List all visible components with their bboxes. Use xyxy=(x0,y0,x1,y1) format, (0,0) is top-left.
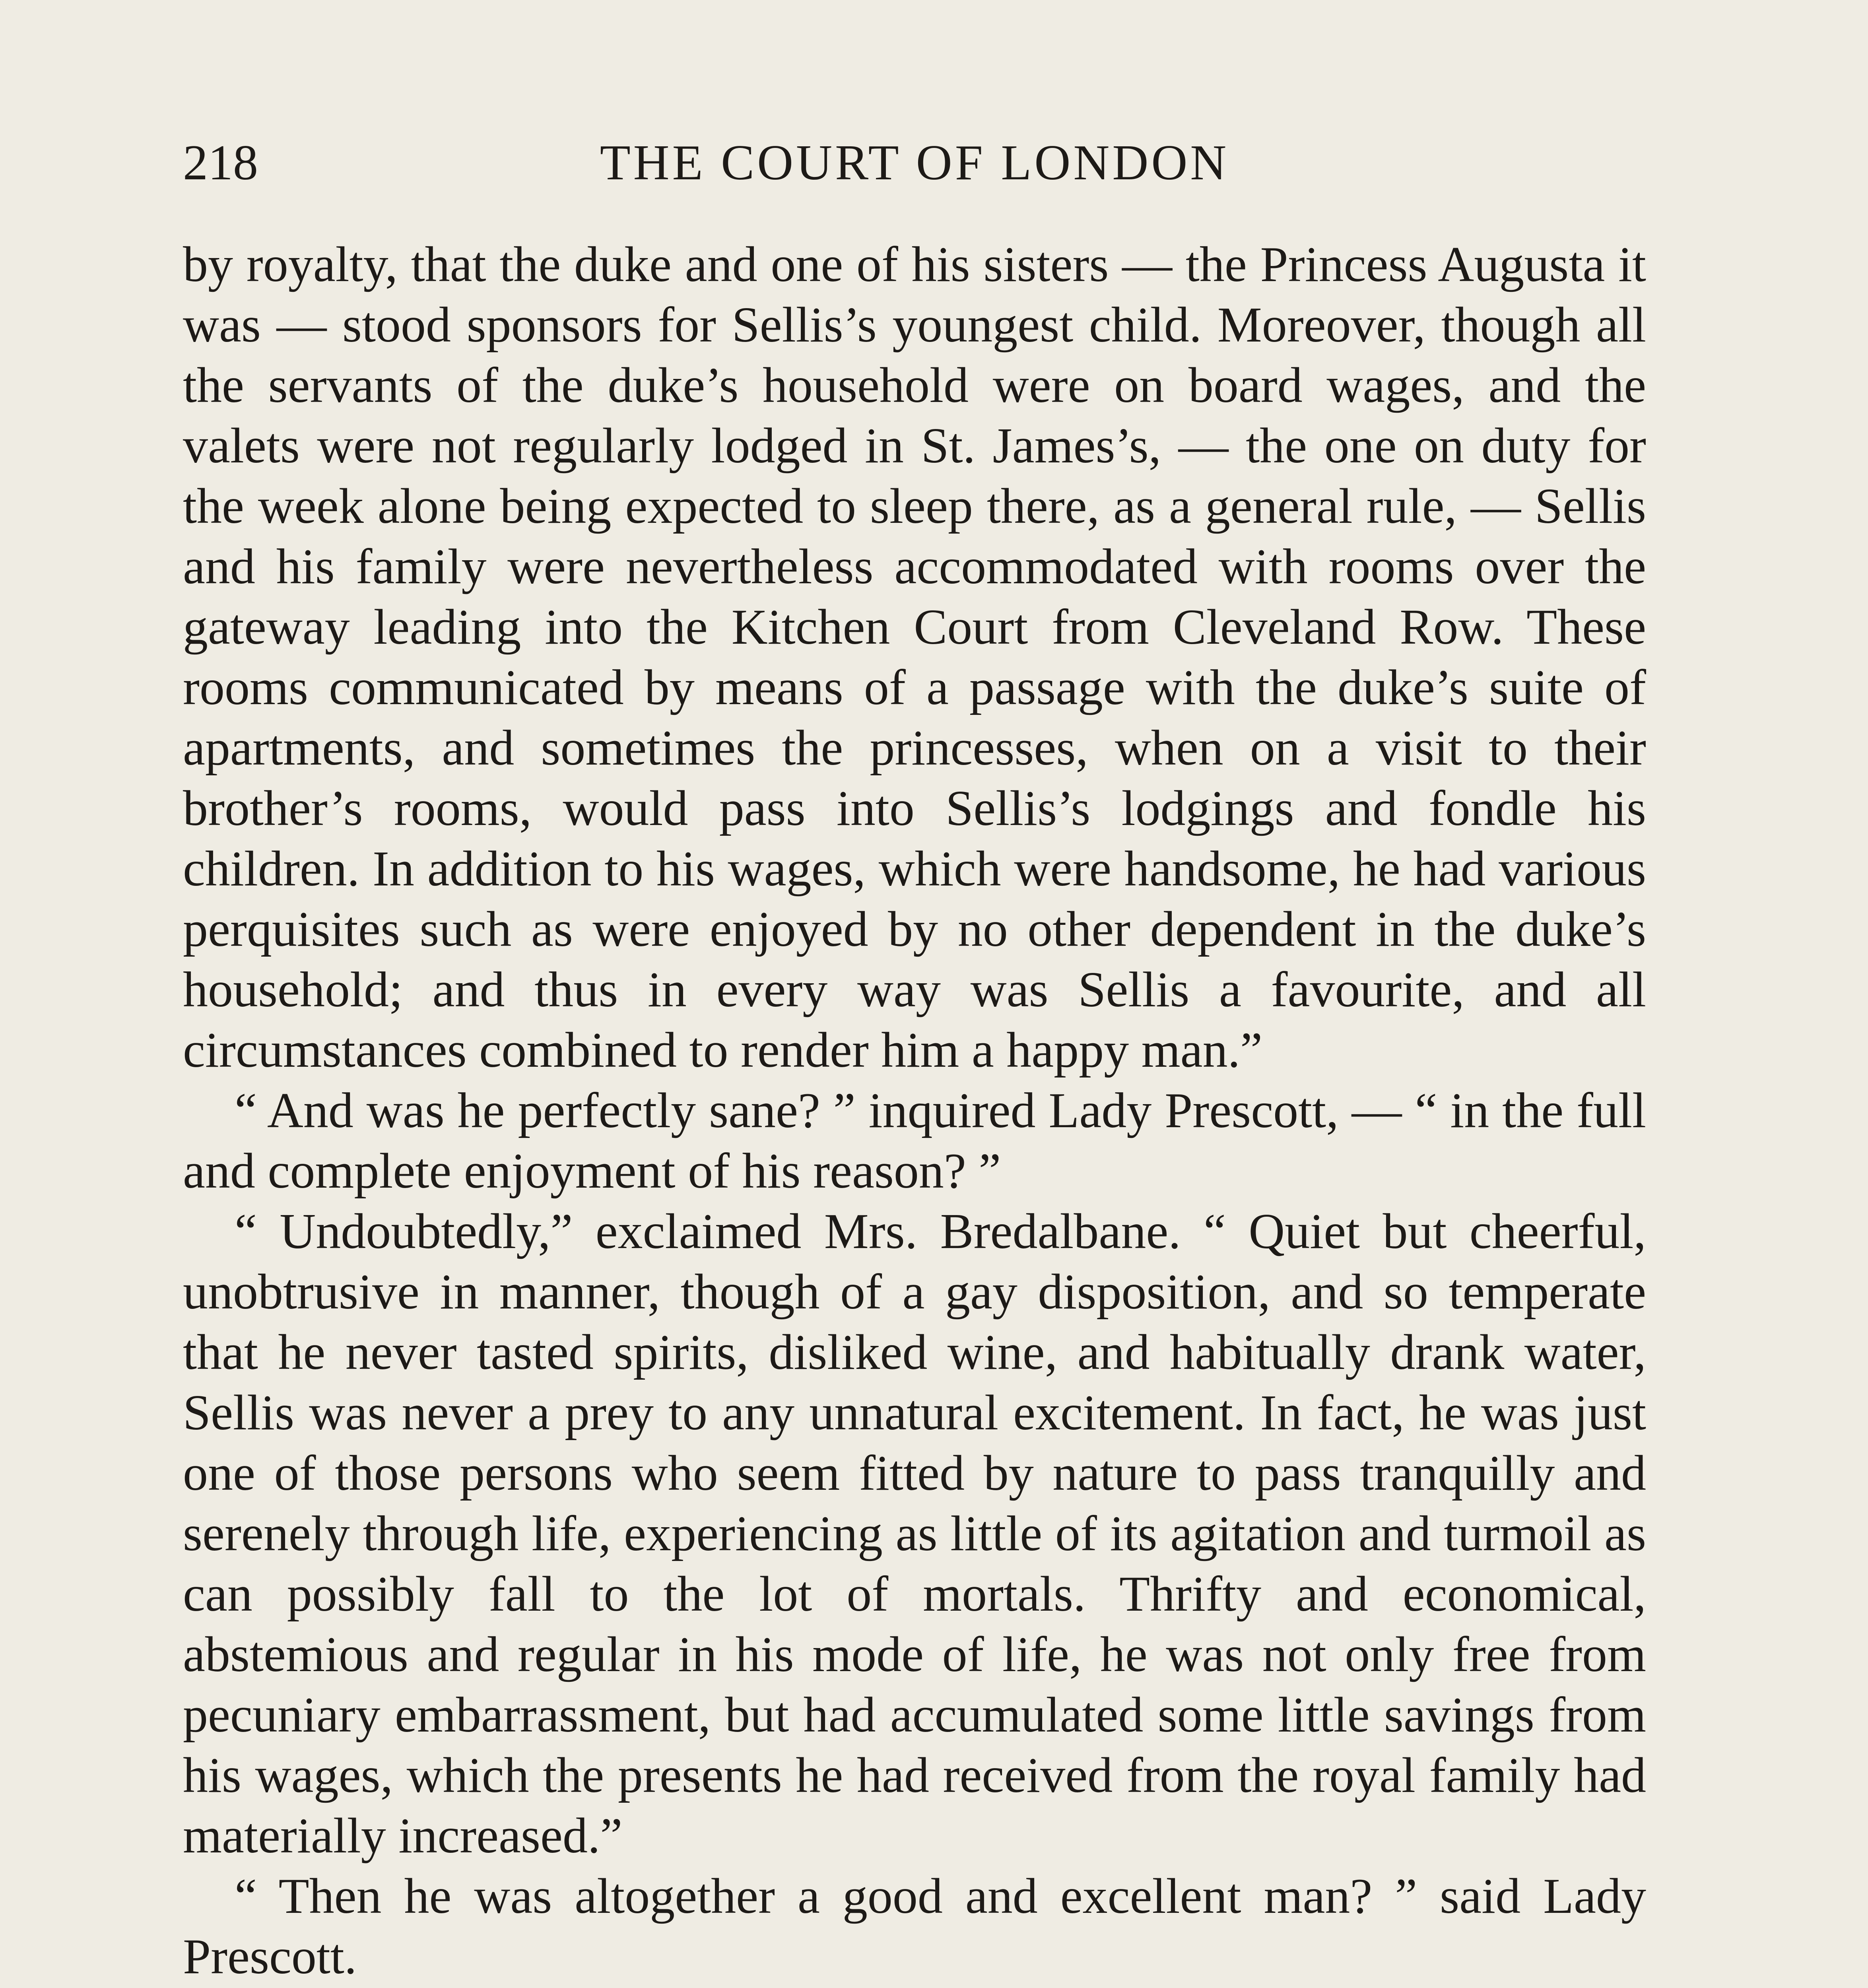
body-text xyxy=(183,235,1646,1988)
running-title: THE COURT OF LONDON xyxy=(600,135,1229,190)
paragraph: “ Undoubtedly,” exclaimed Mrs. Bredalbane. “ Quiet but cheerful, unobtrusive in manner, though of a gay disposition, and so temperate that he never tasted spirits, disliked wine, and habitually drank water, Sellis was never a prey to any unnatural excitement. In fact, he was just one of those persons who seem fitted by nature to pass tranquilly and serenely through life, experiencing as little of its agitation and turmoil as can possibly fall to the lot of mortals. Thrifty and economical, abstemious and regular in his mode of life, he was not only free from pecuniary embarrassment, but had accumulated some little savings from his wages, which the presents he had received from the royal family had materially increased.” xyxy=(183,1204,1646,1864)
paragraph: “ Then he was altogether a good and excellent man? ” said Lady Prescott. xyxy=(183,1869,1646,1984)
page-number: 218 xyxy=(183,135,258,190)
paragraph: by royalty, that the duke and one of his sisters — the Princess Augusta it was — stood sponsors for Sellis’s youngest child. Moreover, though all the servants of the duke’s household were on board wages, and the valets were not regularly lodged in St. James’s, — the one on duty for the week alone being expected to sleep there, as a general rule, — Sellis and his family were nevertheless accommodated with rooms over the gateway leading into the Kitchen Court from Cleveland Row. These rooms communicated by means of a passage with the duke’s suite of apartments, and sometimes the princesses, when on a visit to their brother’s rooms, would pass into Sellis’s lodgings and fondle his children. In addition to his wages, which were handsome, he had various perquisites such as were enjoyed by no other dependent in the duke’s household; and thus in every way was Sellis a favourite, and all circumstances combined to render him a happy man.” xyxy=(183,237,1646,1078)
paragraph: “ And was he perfectly sane? ” inquired Lady Prescott, — “ in the full and complete enjoyment of his reason? ” xyxy=(183,1083,1646,1199)
running-head xyxy=(183,131,1646,195)
